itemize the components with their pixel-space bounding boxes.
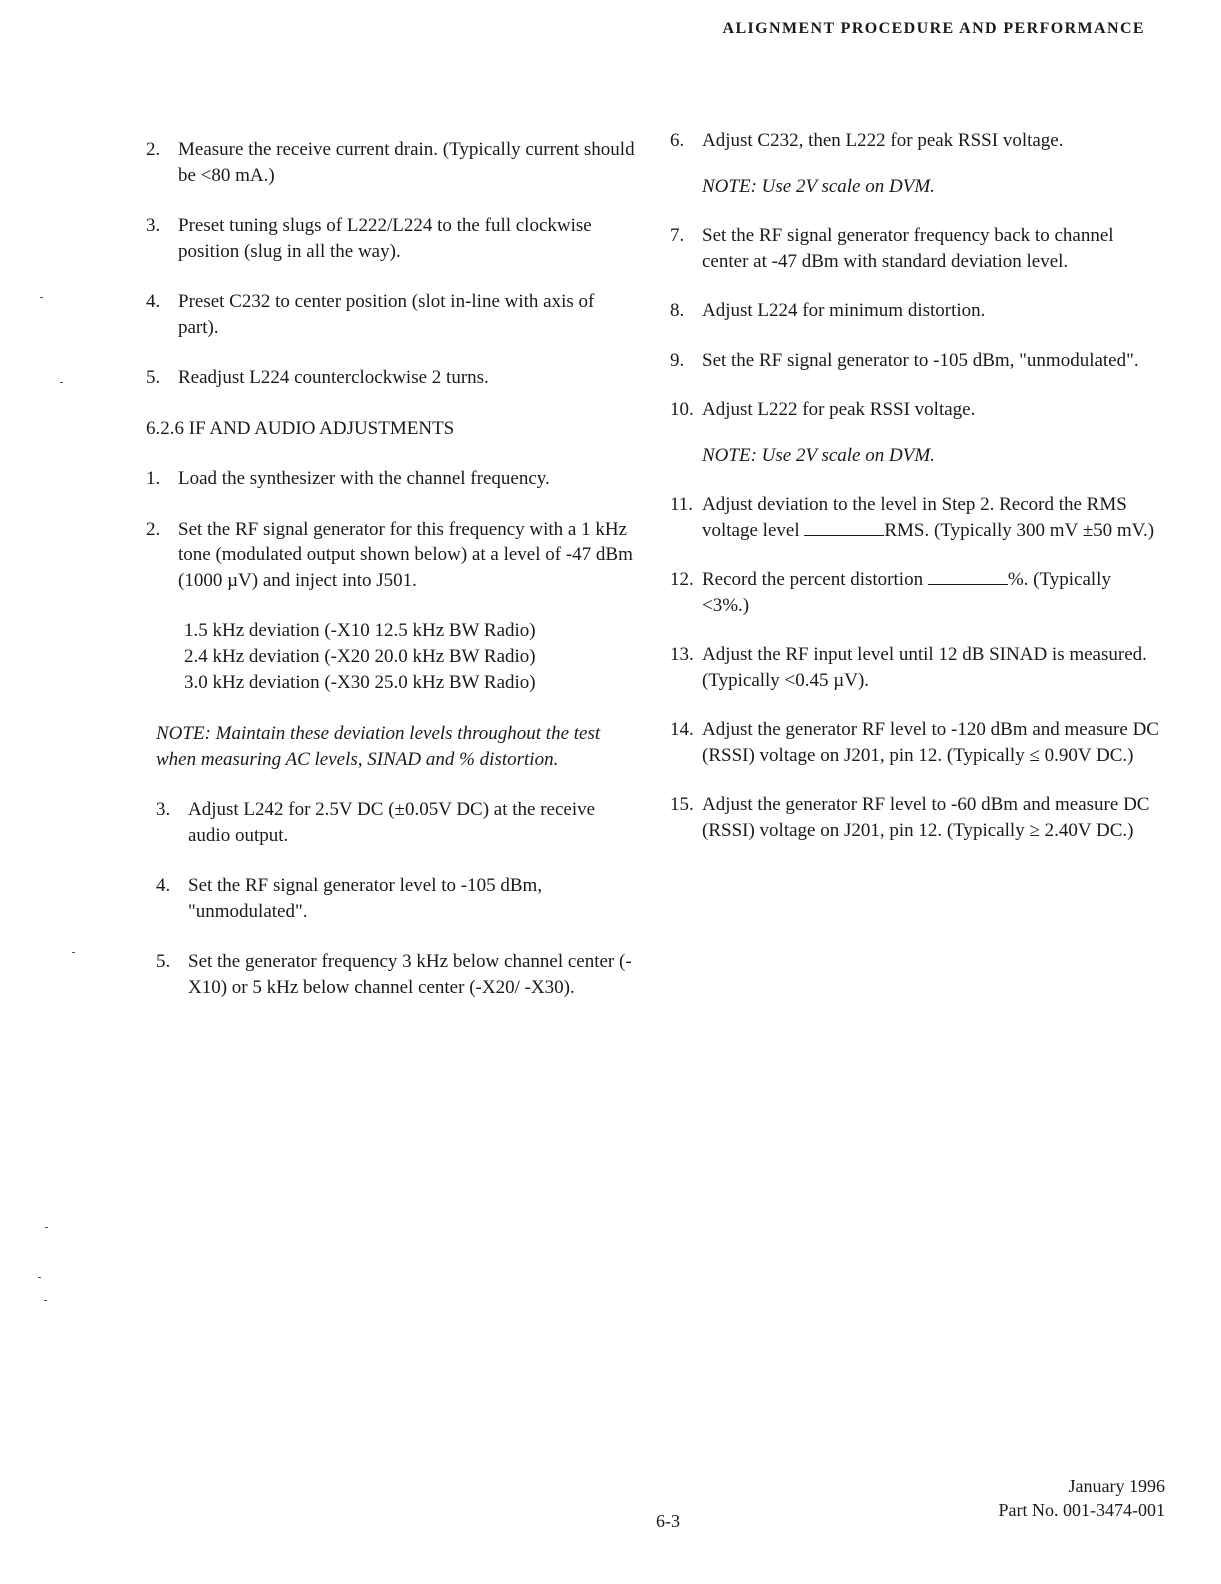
item-number: 15. [670, 794, 694, 815]
distortion-blank-line [928, 569, 1008, 585]
item-text: Load the synthesizer with the channel frequency. [178, 468, 550, 489]
item-number: 13. [670, 644, 694, 665]
item-number: 5. [156, 951, 171, 972]
list-item [146, 365, 636, 391]
item-number: 11. [670, 494, 694, 515]
item-text: Set the RF signal generator frequency back to channel center at -47 dBm with standard deviation level. [702, 225, 1114, 272]
item-text: Set the generator frequency 3 kHz below channel center (-X10) or 5 kHz below channel center (-X20/ -X30). [188, 951, 632, 998]
list-item [670, 298, 1160, 324]
item-text [702, 492, 1160, 543]
list-item [670, 223, 1160, 274]
item-number: 10. [670, 399, 694, 420]
item-text: Set the RF signal generator to -105 dBm, "unmodulated". [702, 349, 1139, 371]
list-item [670, 792, 1160, 843]
scan-speck [44, 1300, 47, 1301]
footer-date: January 1996 [1068, 1476, 1165, 1496]
item-text-post: %. (Typically <3%.) [702, 569, 1111, 616]
item-number: 2. [146, 518, 161, 540]
item-text: Adjust the generator RF level to -120 dBm and measure DC (RSSI) voltage on J201, pin 12. (Typically ≤ 0.90V DC.) [702, 719, 1159, 766]
deviation-line: 3.0 kHz deviation (-X30 25.0 kHz BW Radio) [184, 672, 536, 693]
item-number: 1. [146, 468, 161, 489]
deviation-line: 1.5 kHz deviation (-X10 12.5 kHz BW Radio) [184, 620, 536, 641]
list-item [146, 137, 636, 188]
item-number: 4. [156, 875, 171, 896]
item-number: 6. [670, 130, 685, 151]
item-number: 9. [670, 349, 685, 371]
list-item [670, 492, 1160, 543]
item-text-post: RMS. (Typically 300 mV ±50 mV.) [884, 519, 1155, 541]
list-item [156, 873, 636, 924]
item-text: Adjust L242 for 2.5V DC (±0.05V DC) at the receive audio output. [188, 799, 596, 846]
scan-speck [72, 952, 75, 953]
item-text: Readjust L224 counterclockwise 2 turns. [178, 367, 489, 388]
item-number: 7. [670, 225, 685, 246]
item-text: Preset C232 to center position (slot in-line with axis of part). [178, 291, 595, 338]
list-item [670, 717, 1160, 768]
scan-speck [40, 297, 43, 298]
rms-blank-line [804, 520, 884, 536]
deviation-line: 2.4 kHz deviation (-X20 20.0 kHz BW Radio) [184, 646, 536, 667]
item-text: Adjust the generator RF level to -60 dBm and measure DC (RSSI) voltage on J201, pin 12. (Typically ≥ 2.40V DC.) [702, 794, 1150, 841]
scan-speck [60, 382, 63, 383]
list-item [670, 567, 1160, 618]
footer-part-number: Part No. 001-3474-001 [998, 1500, 1165, 1520]
page-number: 6-3 [656, 1511, 680, 1531]
item-number: 3. [156, 799, 171, 820]
item-text: Adjust C232, then L222 for peak RSSI voltage. [702, 130, 1064, 151]
item-number: 14. [670, 719, 694, 740]
left-column [146, 137, 636, 1000]
item-number: 5. [146, 367, 161, 388]
note-text: NOTE: Use 2V scale on DVM. [702, 444, 935, 466]
list-item [146, 289, 636, 340]
list-item [670, 642, 1160, 693]
list-item [146, 517, 636, 594]
deviation-list [184, 618, 636, 696]
running-header: ALIGNMENT PROCEDURE AND PERFORMANCE [722, 20, 1145, 37]
list-item [670, 397, 1160, 423]
list-item [146, 213, 636, 264]
item-text: Set the RF signal generator for this frequency with a 1 kHz tone (modulated output shown below) at a level of -47 dBm (1000 µV) and inject into J501. [178, 518, 633, 591]
item-text: Set the RF signal generator level to -105 dBm, "unmodulated". [188, 875, 543, 922]
right-column [670, 128, 1160, 843]
item-text: Measure the receive current drain. (Typically current should be <80 mA.) [178, 139, 635, 186]
item-number: 8. [670, 300, 685, 321]
list-item [670, 128, 1160, 154]
note-text: NOTE: Maintain these deviation levels throughout the test when measuring AC levels, SINAD and % distortion. [156, 723, 601, 770]
item-text: Adjust L224 for minimum distortion. [702, 300, 986, 321]
item-number: 2. [146, 139, 161, 160]
item-text: Adjust the RF input level until 12 dB SINAD is measured. (Typically <0.45 µV). [702, 644, 1147, 691]
list-item [146, 466, 636, 492]
item-text: Adjust L222 for peak RSSI voltage. [702, 399, 976, 420]
list-item [156, 797, 636, 848]
item-text: Preset tuning slugs of L222/L224 to the full clockwise position (slug in all the way). [178, 215, 592, 262]
section-heading: 6.2.6 IF AND AUDIO ADJUSTMENTS [146, 417, 455, 439]
item-text-pre: Adjust deviation to the level in Step 2. Record the RMS voltage level [702, 494, 1127, 541]
item-number: 12. [670, 569, 694, 590]
item-text-pre: Record the percent distortion [702, 569, 928, 590]
note-text: NOTE: Use 2V scale on DVM. [702, 175, 935, 197]
item-text [702, 567, 1160, 618]
item-number: 3. [146, 215, 161, 236]
list-item [156, 949, 636, 1000]
scan-speck [38, 1277, 41, 1278]
list-item [670, 348, 1160, 374]
footer-info [999, 1474, 1165, 1522]
item-number: 4. [146, 291, 161, 312]
scan-speck [45, 1227, 48, 1228]
